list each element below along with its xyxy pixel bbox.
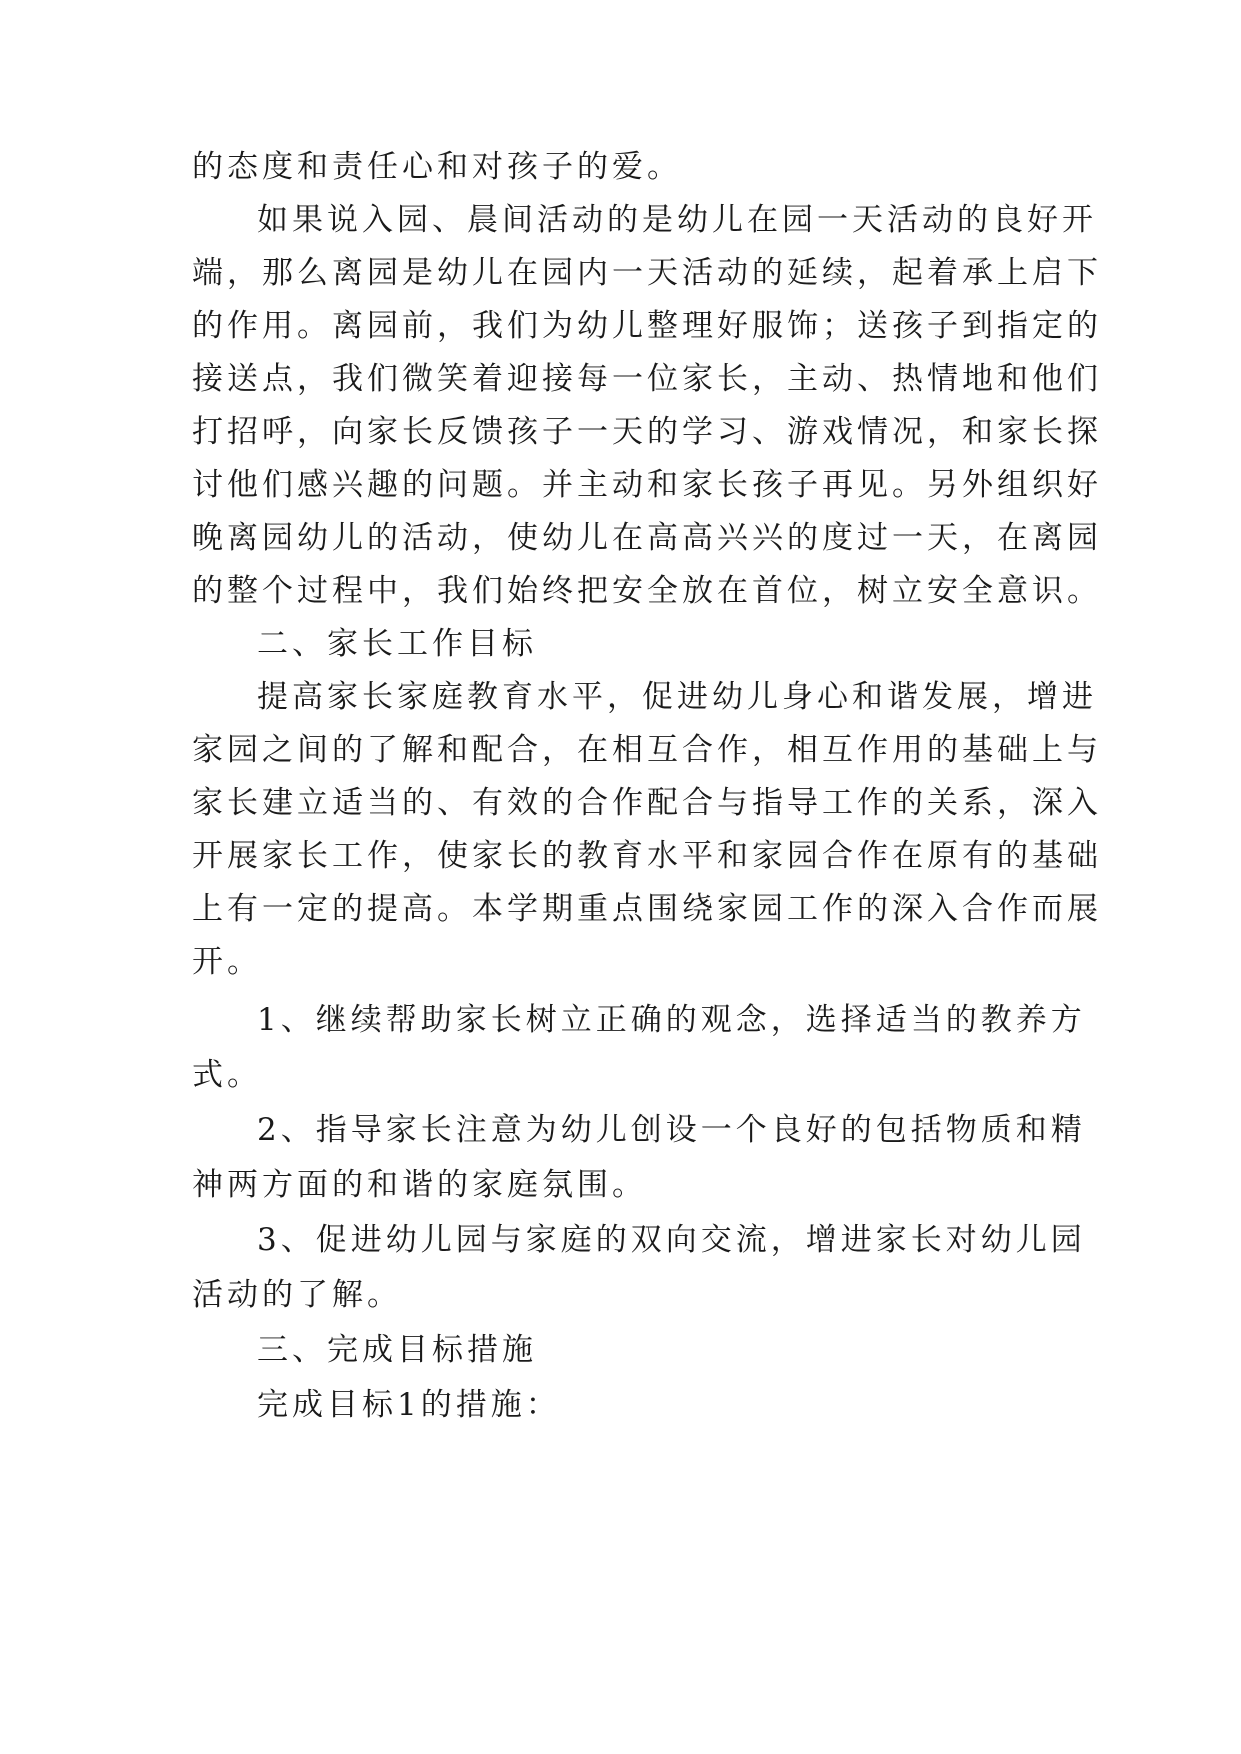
text-line: 的态度和责任心和对孩子的爱。 — [192, 149, 682, 185]
paragraph-first-line: 如果说入园、晨间活动的是幼儿在园一天活动的良好开 — [257, 202, 1097, 238]
subheading: 完成目标1的措施： — [257, 1387, 561, 1423]
text-line: 打招呼，向家长反馈孩子一天的学习、游戏情况，和家长探 — [192, 414, 1102, 450]
text-line: 式。 — [192, 1057, 262, 1093]
section-heading: 二、家长工作目标 — [257, 626, 537, 662]
text-line: 端，那么离园是幼儿在园内一天活动的延续，起着承上启下 — [192, 255, 1102, 291]
text-line: 上有一定的提高。本学期重点围绕家园工作的深入合作而展 — [192, 891, 1102, 927]
text-line: 的作用。离园前，我们为幼儿整理好服饰；送孩子到指定的 — [192, 308, 1102, 344]
text-line: 接送点，我们微笑着迎接每一位家长，主动、热情地和他们 — [192, 361, 1102, 397]
list-item-first-line: 2、指导家长注意为幼儿创设一个良好的包括物质和精 — [257, 1112, 1086, 1148]
text-line: 的整个过程中，我们始终把安全放在首位，树立安全意识。 — [192, 573, 1102, 609]
text-line: 晚离园幼儿的活动，使幼儿在高高兴兴的度过一天，在离园 — [192, 520, 1102, 556]
section-heading: 三、完成目标措施 — [257, 1332, 537, 1368]
text-line: 神两方面的和谐的家庭氛围。 — [192, 1167, 647, 1203]
list-item-first-line: 1、继续帮助家长树立正确的观念，选择适当的教养方 — [257, 1002, 1086, 1038]
text-line: 开。 — [192, 944, 262, 980]
text-line: 活动的了解。 — [192, 1277, 402, 1313]
text-line: 家园之间的了解和配合，在相互合作，相互作用的基础上与 — [192, 732, 1102, 768]
list-item-first-line: 3、促进幼儿园与家庭的双向交流，增进家长对幼儿园 — [257, 1222, 1086, 1258]
text-line: 开展家长工作，使家长的教育水平和家园合作在原有的基础 — [192, 838, 1102, 874]
paragraph-first-line: 提高家长家庭教育水平，促进幼儿身心和谐发展，增进 — [257, 679, 1097, 715]
text-line: 家长建立适当的、有效的合作配合与指导工作的关系，深入 — [192, 785, 1102, 821]
text-line: 讨他们感兴趣的问题。并主动和家长孩子再见。另外组织好 — [192, 467, 1102, 503]
